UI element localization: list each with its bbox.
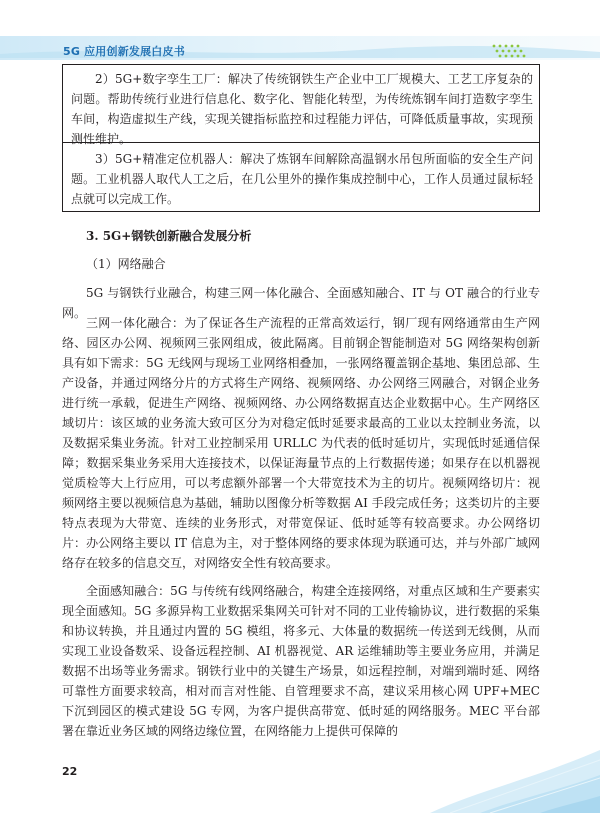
box-divider — [63, 142, 539, 143]
dot-pattern-icon — [490, 42, 550, 58]
three-network-paragraph: 三网一体化融合：为了保证各生产流程的正常高效运行，钢厂现有网络通常由生产网络、园区办公网、视频网三张网组成，彼此隔离。目前钢企智能制造对 5G 网络架构创新具有如下需求：5G 无线网与现场工业网络相叠加，一张网络覆盖钢企基地、集团总部、生产设备，并通过网络分片的方式将生产网络、视频网络、办公网络三网融合，对钢企业务进行统一承载，促进生产网络、视频网络、办公网络数据直达企业数据中心。生产网络区域切片：该区域的业务流大致可区分为对稳定低时延要求最高的工业以太控制业务流，以及数据采集业务流。针对工业控制采用 URLLC 为代表的低时延切片，实现低时延通信保障；数据采集业务采用大连接技术，以保证海量节点的上行数据传递；如果存在以机器视觉质检等大上行应用，可以考虑额外部署一个大带宽技术为主的切片。视频网络切片：视频网络主要以视频信息为基础，辅助以图像分析等数据 AI 手段完成任务；这类切片的主要特点表现为大带宽、连续的业务形式，对带宽保证、低时延等有较高要求。办公网络切片：办公网络主要以 IT 信息为主，对于整体网络的要求体现为联通可达，并与外部广域网络存在较多的信息交互，对网络安全性有较高要求。 — [62, 316, 540, 570]
intro-paragraph: 5G 与钢铁行业融合，构建三网一体化融合、全面感知融合、IT 与 OT 融合的行业专网。 — [62, 286, 540, 320]
header-title: 5G 应用创新发展白皮书 — [63, 45, 185, 58]
table-box — [62, 64, 540, 212]
page-header — [0, 0, 600, 60]
full-perception-paragraph: 全面感知融合：5G 与传统有线网络融合，构建全连接网络，对重点区域和生产要素实现全面感知。5G 多源异构工业数据采集网关可针对不同的工业传输协议，进行数据的采集和协议转换，并且通过内置的 5G 模组，将多元、大体量的数据统一传送到无线侧，从而实现工业设备数采、设备远程控制、AI 机器视觉、AR 运维辅助等主要业务应用，并满足数据不出场等业务需求。钢铁行业中的关键生产场景，如远程控制，对端到端时延、网络可靠性方面要求较高，相对而言对性能、自管理要求不高，建议采用核心网 UPF+MEC 下沉到园区的模式建设 5G 专网，为客户提供高带宽、低时延的网络服务。MEC 平台部署在靠近业务区域的网络边缘位置，在网络能力上提供可保障的 — [62, 584, 540, 738]
subsection-heading: （1）网络融合 — [86, 257, 166, 271]
page-number: 22 — [62, 765, 78, 778]
box-paragraph-robot: 3）5G+精准定位机器人：解决了炼钢车间解除高温钢水吊包所面临的安全生产问题。工业机器人取代人工之后，在几公里外的操作集成控制中心，工作人员通过鼠标轻点就可以完成工作。 — [71, 152, 533, 206]
footer-decoration — [390, 720, 600, 813]
box-paragraph-digital-twin: 2）5G+数字孪生工厂：解决了传统钢铁生产企业中工厂规模大、工艺工序复杂的问题。帮助传统行业进行信息化、数字化、智能化转型，为传统炼钢车间打造数字孪生车间，构造虚拟生产线，实现关键指标监控和过程能力评估，可降低质量事故，实现预测性维护。 — [71, 72, 533, 146]
section-heading: 3. 5G+钢铁创新融合发展分析 — [86, 229, 252, 243]
